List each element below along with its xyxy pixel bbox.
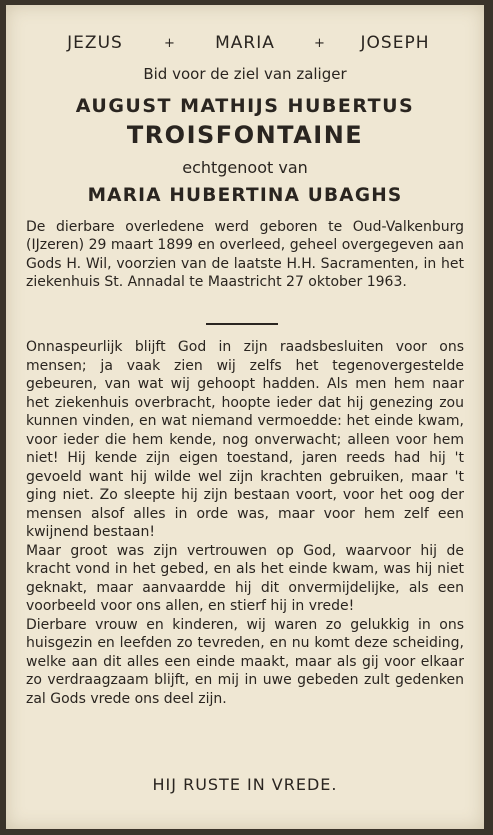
header-word-maria: MARIA [215, 33, 275, 53]
paragraph: Dierbare vrouw en kinderen, wij waren zo gelukkig in ons huisgezin en leefden zo tevreden, en nu komt deze scheiding, welke aan dit alles een einde maakt, maar als gij voor elkaar zo verdraagzaam blijft, en mij in uwe gebeden zult gedenken zal Gods vrede ons deel zijn. [26, 616, 464, 707]
divider-rule [206, 323, 278, 325]
paragraph: Onnaspeurlijk blijft God in zijn raadsbesluiten voor ons mensen; ja vaak zien wij zelfs het tegenovergestelde gebeuren, van wat wij gehoopt hadden. Als men hem naar het ziekenhuis overbracht, hoopte ieder dat hij genezing zou kunnen vinden, en wat niemand vermoedde: het einde kwam, voor ieder die hem kende, nog onverwacht; alleen voor hem niet! Hij kende zijn eigen toestand, jaren reeds had hij 't gevoeld want hij wilde wel zijn krachten gebruiken, maar 't ging niet. Zo sleepte hij zijn bestaan voort, voor het oog der mensen alsof alles in orde was, maar voor hem zelf een kwijnend bestaan! [26, 339, 464, 540]
cross-icon: + [164, 35, 176, 51]
prayer-request: Bid voor de ziel van zaliger [143, 65, 347, 83]
deceased-given-names: AUGUST MATHIJS HUBERTUS [75, 95, 415, 117]
biography-intro: De dierbare overledene werd geboren te Oud-Valkenburg (IJzeren) 29 maart 1899 en overleed, geheel overgegeven aan Gods H. Wil, voorzien van de laatste H.H. Sacramenten, in het ziekenhuis St. Annadal te Maastricht 27 oktober 1963. [26, 219, 464, 291]
cross-icon: + [314, 35, 326, 51]
spouse-name: MARIA HUBERTINA UBAGHS [87, 185, 403, 206]
memorial-text [26, 338, 464, 708]
paragraph: Maar groot was zijn vertrouwen op God, waarvoor hij de kracht vond in het gebed, en als het einde kwam, was hij niet geknakt, maar aanvaardde hij dit onvermijdelijke, als een voorbeeld voor ons allen, en stierf hij in vrede! [26, 542, 464, 614]
holy-names-header [6, 33, 484, 53]
header-word-joseph: JOSEPH [360, 33, 430, 53]
header-word-jezus: JEZUS [67, 33, 123, 53]
deceased-surname: TROISFONTAINE [126, 121, 364, 149]
spouse-label: echtgenoot van [182, 158, 308, 177]
memorial-card [6, 5, 484, 829]
closing-line: HIJ RUSTE IN VREDE. [152, 775, 338, 794]
